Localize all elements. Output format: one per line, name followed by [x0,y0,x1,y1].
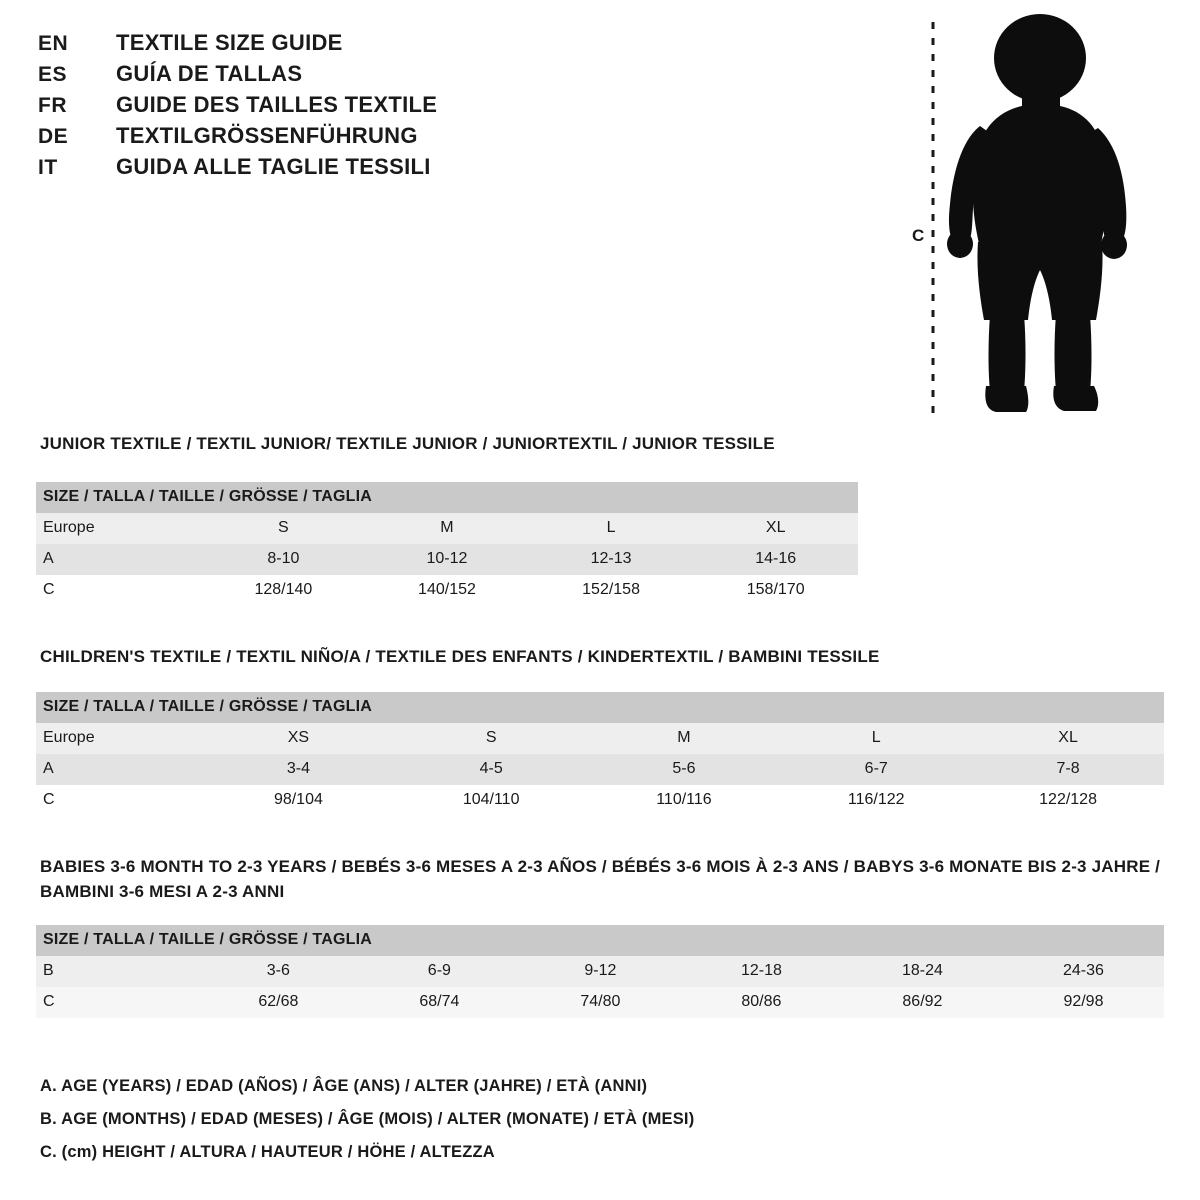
title-lang-it: IT [38,156,58,179]
junior-row-c-v1: 140/152 [365,575,529,606]
junior-row-a-v2: 12-13 [529,544,694,575]
table-row [36,513,858,544]
title-text-es: GUÍA DE TALLAS [116,61,303,86]
children-row-europe-v0: XS [202,723,395,754]
child-body [947,14,1127,412]
table-header-row [36,692,1164,723]
children-row-a-v2: 5-6 [588,754,781,785]
legend-line-a: A. AGE (YEARS) / EDAD (AÑOS) / ÂGE (ANS) / ALTER (JAHRE) / ETÀ (ANNI) [40,1077,648,1095]
babies-row-c-v5: 92/98 [1003,987,1164,1018]
children-row-a-label: A [36,754,202,785]
table-row [36,723,1164,754]
babies-row-c-v4: 86/92 [842,987,1003,1018]
title-lang-fr: FR [38,94,67,117]
children-size-table [36,692,1164,816]
table-header-row [36,482,858,513]
title-lang-en: EN [38,32,69,55]
children-row-c-v3: 116/122 [780,785,972,816]
babies-row-b-v3: 12-18 [681,956,842,987]
junior-row-c-v3: 158/170 [693,575,858,606]
children-row-europe-v4: XL [972,723,1164,754]
children-row-a-v0: 3-4 [202,754,395,785]
title-row-es [38,61,658,87]
junior-row-a-v1: 10-12 [365,544,529,575]
children-row-c-v2: 110/116 [588,785,781,816]
title-text-de: TEXTILGRÖSSENFÜHRUNG [116,123,418,148]
children-row-c-v0: 98/104 [202,785,395,816]
children-row-a-v4: 7-8 [972,754,1164,785]
legend-line-b: B. AGE (MONTHS) / EDAD (MESES) / ÂGE (MOIS) / ALTER (MONATE) / ETÀ (MESI) [40,1110,695,1128]
table-row [36,956,1164,987]
babies-row-c-v2: 74/80 [520,987,681,1018]
junior-row-europe-v1: M [365,513,529,544]
children-row-c-v4: 122/128 [972,785,1164,816]
babies-row-c-v3: 80/86 [681,987,842,1018]
junior-row-europe-v3: XL [693,513,858,544]
junior-row-europe-v2: L [529,513,694,544]
junior-row-europe-label: Europe [36,513,202,544]
children-row-a-v1: 4-5 [395,754,588,785]
title-row-de [38,123,658,149]
children-row-c-v1: 104/110 [395,785,588,816]
babies-row-b-v5: 24-36 [1003,956,1164,987]
babies-row-c-v1: 68/74 [359,987,520,1018]
junior-row-c-v2: 152/158 [529,575,694,606]
title-lang-de: DE [38,125,69,148]
junior-row-a-v3: 14-16 [693,544,858,575]
junior-row-a-v0: 8-10 [202,544,366,575]
table-header-row [36,925,1164,956]
babies-row-c-v0: 62/68 [198,987,359,1018]
figure-measure-label: C [912,226,925,245]
title-text-it: GUIDA ALLE TAGLIE TESSILI [116,154,431,179]
title-text-fr: GUIDE DES TAILLES TEXTILE [116,92,438,117]
children-row-europe-v3: L [780,723,972,754]
babies-row-b-label: B [36,956,198,987]
junior-row-europe-v0: S [202,513,366,544]
children-row-europe-v1: S [395,723,588,754]
table-row [36,575,858,606]
title-lang-es: ES [38,63,68,86]
junior-size-table [36,482,858,606]
table-row [36,987,1164,1018]
junior-table-header: SIZE / TALLA / TAILLE / GRÖSSE / TAGLIA [36,482,858,513]
children-row-europe-label: Europe [36,723,202,754]
babies-row-b-v4: 18-24 [842,956,1003,987]
title-row-it [38,154,658,180]
babies-row-b-v0: 3-6 [198,956,359,987]
babies-size-table [36,925,1164,1018]
child-silhouette-figure [900,8,1170,428]
section-heading-junior: JUNIOR TEXTILE / TEXTIL JUNIOR/ TEXTILE JUNIOR / JUNIORTEXTIL / JUNIOR TESSILE [40,434,775,453]
junior-row-c-label: C [36,575,202,606]
title-text-en: TEXTILE SIZE GUIDE [116,30,343,55]
title-row-fr [38,92,658,118]
children-table-header: SIZE / TALLA / TAILLE / GRÖSSE / TAGLIA [36,692,1164,723]
title-row-en [38,30,658,56]
table-row [36,785,1164,816]
title-block [38,30,658,185]
children-row-europe-v2: M [588,723,781,754]
section-heading-babies: BABIES 3-6 MONTH TO 2-3 YEARS / BEBÉS 3-6 MESES A 2-3 AÑOS / BÉBÉS 3-6 MOIS À 2-3 ANS / BABYS 3-6 MONATE BIS 2-3 JAHRE / BAMBINI 3-6 MESI A 2-3 ANNI [40,857,1161,901]
junior-row-c-v0: 128/140 [202,575,366,606]
babies-row-b-v1: 6-9 [359,956,520,987]
children-row-c-label: C [36,785,202,816]
babies-row-b-v2: 9-12 [520,956,681,987]
legend-line-c: C. (cm) HEIGHT / ALTURA / HAUTEUR / HÖHE / ALTEZZA [40,1143,495,1161]
child-silhouette-icon [900,8,1170,428]
babies-table-header: SIZE / TALLA / TAILLE / GRÖSSE / TAGLIA [36,925,1164,956]
table-row [36,754,1164,785]
section-heading-children: CHILDREN'S TEXTILE / TEXTIL NIÑO/A / TEXTILE DES ENFANTS / KINDERTEXTIL / BAMBINI TESSILE [40,647,880,666]
babies-row-c-label: C [36,987,198,1018]
legend-block [40,1070,694,1169]
table-row [36,544,858,575]
junior-row-a-label: A [36,544,202,575]
children-row-a-v3: 6-7 [780,754,972,785]
